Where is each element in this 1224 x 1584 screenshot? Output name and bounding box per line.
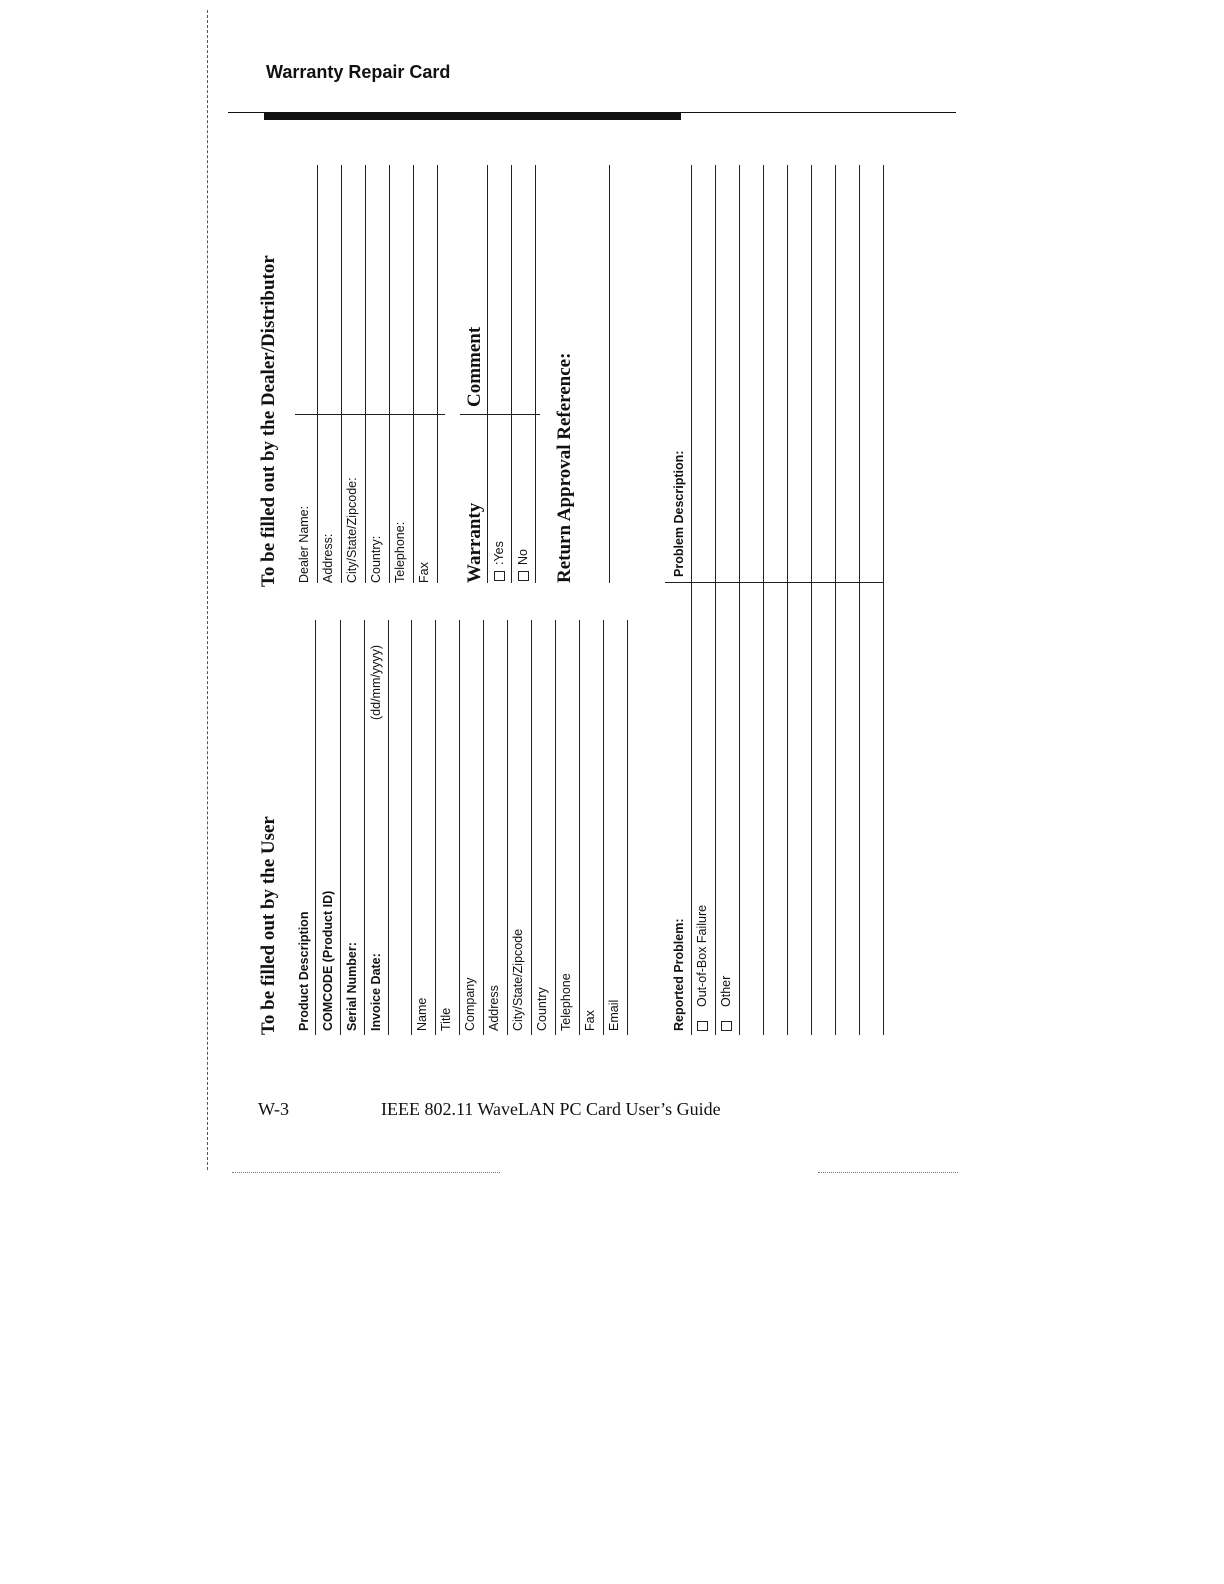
field-rule	[487, 165, 488, 583]
comcode-label: COMCODE (Product ID)	[321, 890, 335, 1031]
out-of-box-checkbox[interactable]	[697, 1021, 708, 1031]
field-rule	[459, 620, 460, 1035]
problem-divider	[665, 582, 883, 583]
warranty-heading: Warranty	[464, 502, 485, 583]
field-rule	[483, 620, 484, 1035]
warranty-yes-label: :Yes	[492, 541, 506, 565]
field-rule	[317, 165, 318, 583]
field-rule	[340, 620, 341, 1035]
warranty-no-label: No	[516, 549, 530, 565]
header-bar	[264, 112, 681, 120]
warranty-no-checkbox[interactable]	[518, 571, 529, 581]
page-header: Warranty Repair Card	[266, 62, 451, 82]
out-of-box-label: Out-of-Box Failure	[695, 904, 709, 1007]
field-rule	[511, 165, 512, 583]
warranty-card-form	[255, 165, 895, 1035]
field-rule	[627, 620, 628, 1035]
field-rule	[603, 620, 604, 1035]
problem-rule	[859, 165, 860, 1035]
field-rule	[435, 620, 436, 1035]
field-rule	[315, 620, 316, 1035]
bottom-rule-right	[818, 1172, 958, 1173]
problem-rule	[739, 165, 740, 1035]
problem-rule	[883, 165, 884, 1035]
problem-rule	[787, 165, 788, 1035]
field-rule	[531, 620, 532, 1035]
field-rule	[413, 165, 414, 583]
problem-rule	[691, 165, 692, 1035]
other-label: Other	[719, 975, 733, 1007]
bottom-rule-left	[232, 1172, 500, 1173]
problem-rule	[763, 165, 764, 1035]
country-label: Country	[535, 987, 549, 1031]
field-rule	[535, 165, 536, 583]
fax-label: Fax	[583, 1010, 597, 1031]
field-rule	[365, 165, 366, 583]
company-label: Company	[463, 977, 477, 1031]
page-number: W-3	[258, 1099, 289, 1119]
field-rule	[411, 620, 412, 1035]
dealer-section-heading: To be filled out by the Dealer/Distributor	[258, 255, 279, 587]
comment-heading: Comment	[464, 326, 485, 407]
problem-rule	[835, 165, 836, 1035]
dealer-city-label: City/State/Zipcode:	[345, 477, 359, 583]
address-label: Address	[487, 985, 501, 1031]
field-rule	[341, 165, 342, 583]
product-description-label: Product Description	[297, 911, 311, 1031]
invoice-date-label: Invoice Date:	[369, 953, 383, 1031]
dealer-country-label: Country:	[369, 535, 383, 583]
field-rule	[388, 620, 389, 1035]
warranty-divider	[460, 414, 540, 415]
name-label: Name	[415, 997, 429, 1031]
cut-line	[207, 10, 208, 1170]
field-rule	[555, 620, 556, 1035]
serial-number-label: Serial Number:	[345, 942, 359, 1031]
problem-description-label: Problem Description:	[672, 450, 686, 577]
warranty-yes-checkbox[interactable]	[494, 571, 505, 581]
telephone-label: Telephone	[559, 973, 573, 1031]
dealer-address-label: Address:	[321, 533, 335, 583]
date-format-hint: (dd/mm/yyyy)	[369, 645, 383, 720]
dealer-name-label: Dealer Name:	[297, 505, 311, 583]
title-label: Title	[439, 1007, 453, 1031]
user-section-heading: To be filled out by the User	[258, 816, 279, 1035]
guide-title: IEEE 802.11 WaveLAN PC Card User’s Guide	[381, 1099, 721, 1119]
field-rule	[389, 165, 390, 583]
field-rule	[609, 165, 610, 583]
other-checkbox[interactable]	[721, 1021, 732, 1031]
field-rule	[579, 620, 580, 1035]
reported-problem-label: Reported Problem:	[672, 918, 686, 1031]
problem-rule	[811, 165, 812, 1035]
email-label: Email	[607, 999, 621, 1031]
field-rule	[437, 165, 438, 583]
dealer-telephone-label: Telephone:	[393, 521, 407, 583]
city-state-zip-label: City/State/Zipcode	[511, 928, 525, 1031]
field-rule	[507, 620, 508, 1035]
dealer-fax-label: Fax	[417, 562, 431, 583]
field-rule	[364, 620, 365, 1035]
dealer-divider	[295, 414, 445, 415]
return-approval-heading: Return Approval Reference:	[554, 352, 575, 583]
problem-rule	[715, 165, 716, 1035]
